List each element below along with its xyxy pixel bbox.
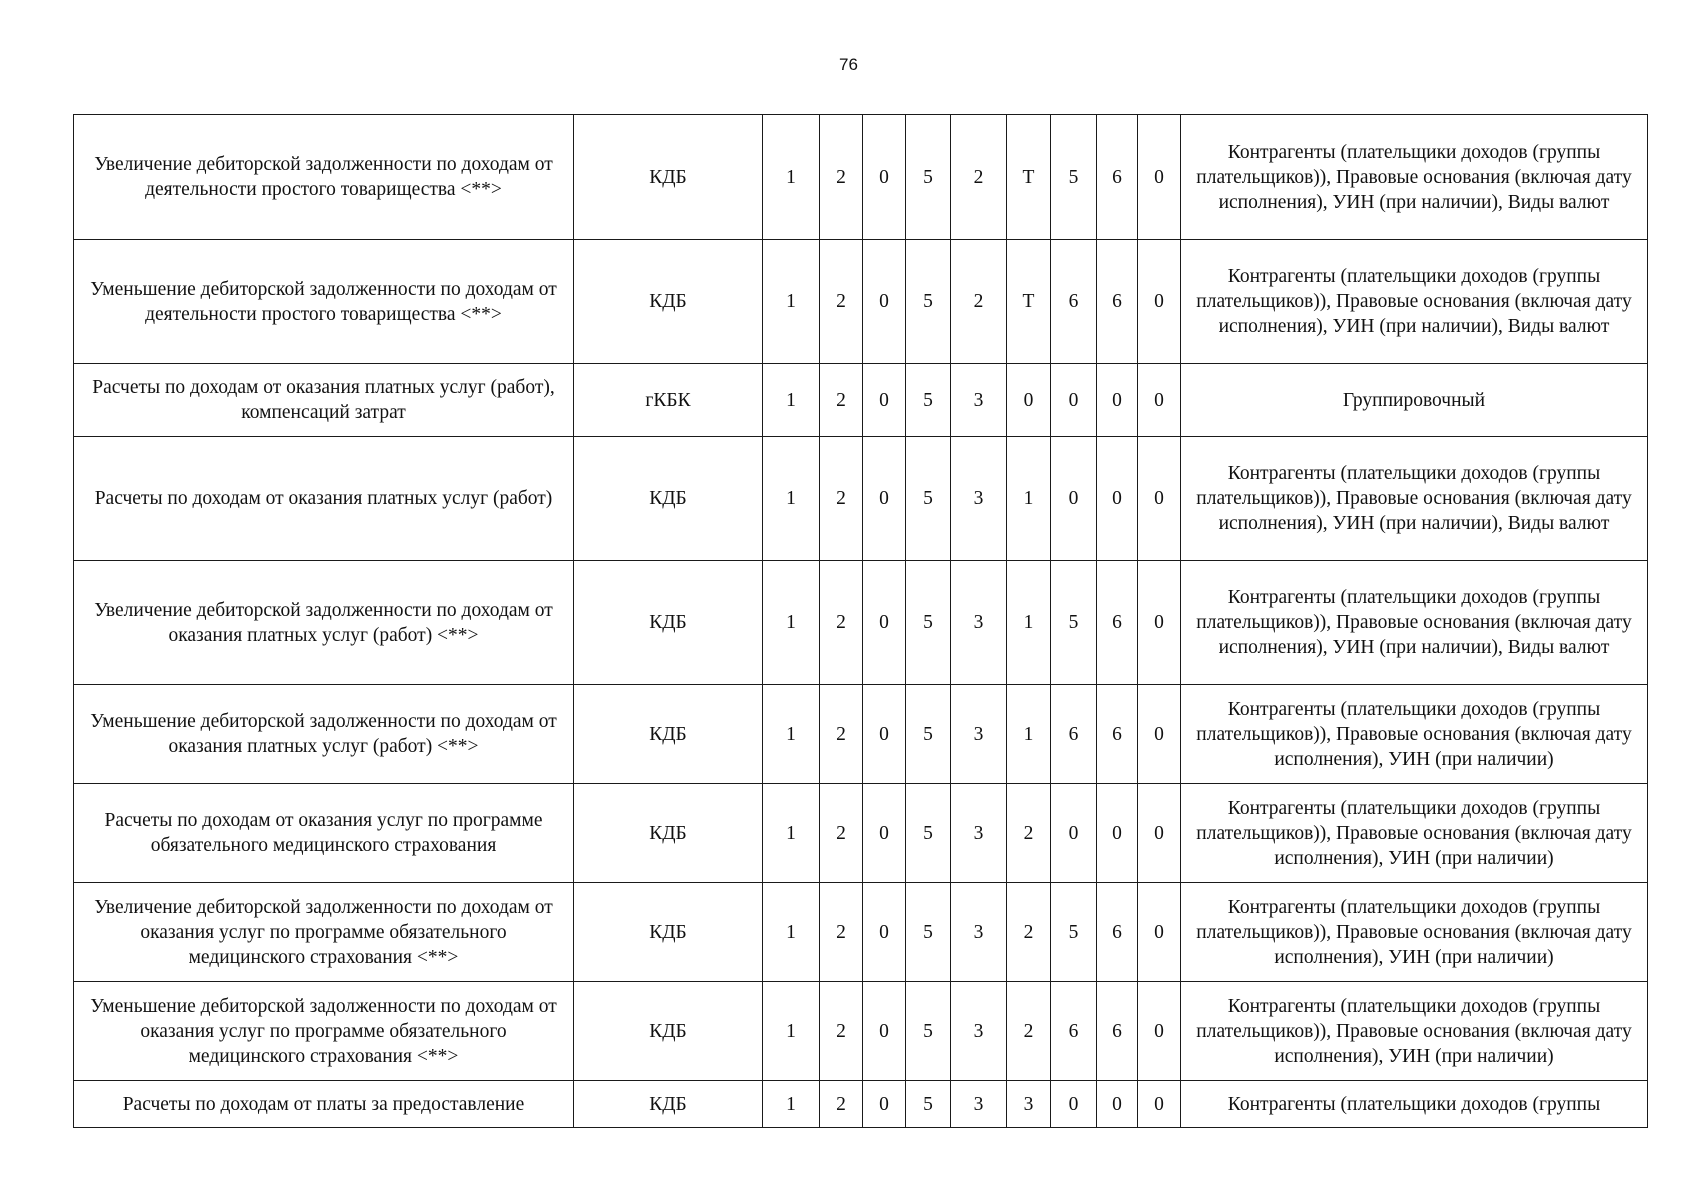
- code-digit: 2: [820, 364, 863, 437]
- code-digit: 1: [763, 115, 820, 240]
- analytics-description: Контрагенты (плательщики доходов (группы плательщиков)), Правовые основания (включая дату исполнения), УИН (при наличии), Виды валют: [1181, 561, 1648, 685]
- code-digit: 3: [1007, 1081, 1051, 1128]
- code-digit: 0: [1138, 982, 1181, 1081]
- code-digit: 3: [951, 982, 1007, 1081]
- code-digit: 5: [906, 364, 951, 437]
- analytics-description: Контрагенты (плательщики доходов (группы плательщиков)), Правовые основания (включая дату исполнения), УИН (при наличии): [1181, 784, 1648, 883]
- code-digit: 5: [906, 883, 951, 982]
- account-description: Расчеты по доходам от платы за предоставление: [74, 1081, 574, 1128]
- code-digit: 0: [1007, 364, 1051, 437]
- table-row: [74, 883, 1648, 982]
- code-type: гКБК: [574, 364, 763, 437]
- code-digit: 6: [1097, 685, 1138, 784]
- code-digit: 2: [820, 685, 863, 784]
- code-digit: 6: [1097, 883, 1138, 982]
- code-digit: 0: [1051, 364, 1097, 437]
- code-digit: 2: [820, 437, 863, 561]
- table-row: [74, 364, 1648, 437]
- code-type: КДБ: [574, 240, 763, 364]
- table-row: [74, 982, 1648, 1081]
- analytics-description: Контрагенты (плательщики доходов (группы плательщиков)), Правовые основания (включая дату исполнения), УИН (при наличии), Виды валют: [1181, 115, 1648, 240]
- code-type: КДБ: [574, 784, 763, 883]
- code-digit: 1: [763, 1081, 820, 1128]
- code-digit: 0: [863, 364, 906, 437]
- code-digit: 0: [1097, 784, 1138, 883]
- table-row: [74, 561, 1648, 685]
- code-digit: 1: [763, 240, 820, 364]
- table-row: [74, 115, 1648, 240]
- code-digit: 5: [1051, 883, 1097, 982]
- code-digit: 6: [1051, 240, 1097, 364]
- code-digit: 0: [1138, 240, 1181, 364]
- code-digit: 3: [951, 784, 1007, 883]
- code-digit: 5: [906, 1081, 951, 1128]
- code-digit: 6: [1097, 561, 1138, 685]
- code-digit: 1: [1007, 437, 1051, 561]
- code-digit: 0: [1138, 1081, 1181, 1128]
- account-description: Увеличение дебиторской задолженности по доходам от деятельности простого товарищества <**>: [74, 115, 574, 240]
- code-digit: 3: [951, 561, 1007, 685]
- code-digit: 2: [1007, 784, 1051, 883]
- code-digit: 1: [763, 982, 820, 1081]
- code-digit: 2: [1007, 982, 1051, 1081]
- code-digit: 0: [863, 437, 906, 561]
- analytics-description: Контрагенты (плательщики доходов (группы плательщиков)), Правовые основания (включая дату исполнения), УИН (при наличии), Виды валют: [1181, 437, 1648, 561]
- code-digit: 5: [906, 784, 951, 883]
- code-digit: 6: [1051, 982, 1097, 1081]
- account-description: Уменьшение дебиторской задолженности по доходам от оказания услуг по программе обязательного медицинского страхования <**>: [74, 982, 574, 1081]
- code-digit: 0: [1051, 784, 1097, 883]
- code-type: КДБ: [574, 883, 763, 982]
- code-digit: 0: [1097, 437, 1138, 561]
- code-digit: 5: [906, 240, 951, 364]
- code-digit: 1: [1007, 685, 1051, 784]
- code-digit: 3: [951, 685, 1007, 784]
- code-type: КДБ: [574, 115, 763, 240]
- code-digit: 2: [951, 240, 1007, 364]
- analytics-description: Контрагенты (плательщики доходов (группы плательщиков)), Правовые основания (включая дату исполнения), УИН (при наличии), Виды валют: [1181, 240, 1648, 364]
- code-type: КДБ: [574, 561, 763, 685]
- code-digit: 0: [1138, 784, 1181, 883]
- code-digit: 3: [951, 1081, 1007, 1128]
- code-digit: 1: [1007, 561, 1051, 685]
- code-digit: 2: [1007, 883, 1051, 982]
- code-digit: 6: [1097, 115, 1138, 240]
- code-digit: 1: [763, 685, 820, 784]
- code-digit: 0: [863, 115, 906, 240]
- code-digit: 0: [863, 561, 906, 685]
- table-row: [74, 784, 1648, 883]
- code-digit: 0: [863, 1081, 906, 1128]
- code-digit: 6: [1097, 240, 1138, 364]
- analytics-description: Контрагенты (плательщики доходов (группы: [1181, 1081, 1648, 1128]
- code-type: КДБ: [574, 1081, 763, 1128]
- code-digit: 0: [863, 883, 906, 982]
- code-digit: 2: [820, 982, 863, 1081]
- code-digit: 0: [1051, 437, 1097, 561]
- code-digit: 0: [1138, 883, 1181, 982]
- code-digit: 3: [951, 883, 1007, 982]
- code-digit: 5: [906, 115, 951, 240]
- account-description: Расчеты по доходам от оказания платных услуг (работ), компенсаций затрат: [74, 364, 574, 437]
- code-digit: 0: [1138, 685, 1181, 784]
- code-digit: 1: [763, 364, 820, 437]
- account-codes-table: [73, 114, 1648, 1128]
- code-digit: 1: [763, 784, 820, 883]
- table-row: [74, 1081, 1648, 1128]
- code-digit: 2: [820, 784, 863, 883]
- code-digit: 1: [763, 561, 820, 685]
- code-digit: 0: [863, 240, 906, 364]
- code-digit: Т: [1007, 115, 1051, 240]
- code-digit: 0: [863, 784, 906, 883]
- code-digit: Т: [1007, 240, 1051, 364]
- code-digit: 3: [951, 364, 1007, 437]
- table-row: [74, 437, 1648, 561]
- code-digit: 0: [1138, 364, 1181, 437]
- code-digit: 5: [906, 561, 951, 685]
- code-digit: 2: [820, 115, 863, 240]
- code-type: КДБ: [574, 437, 763, 561]
- table-row: [74, 685, 1648, 784]
- code-digit: 6: [1097, 982, 1138, 1081]
- code-digit: 0: [863, 685, 906, 784]
- code-digit: 2: [820, 883, 863, 982]
- code-digit: 0: [1138, 561, 1181, 685]
- code-digit: 1: [763, 883, 820, 982]
- analytics-description: Контрагенты (плательщики доходов (группы плательщиков)), Правовые основания (включая дату исполнения), УИН (при наличии): [1181, 685, 1648, 784]
- account-description: Расчеты по доходам от оказания услуг по программе обязательного медицинского страхования: [74, 784, 574, 883]
- code-digit: 0: [1138, 115, 1181, 240]
- code-digit: 2: [820, 240, 863, 364]
- code-digit: 5: [906, 437, 951, 561]
- code-digit: 2: [820, 1081, 863, 1128]
- code-digit: 5: [906, 982, 951, 1081]
- analytics-description: Контрагенты (плательщики доходов (группы плательщиков)), Правовые основания (включая дату исполнения), УИН (при наличии): [1181, 982, 1648, 1081]
- code-digit: 3: [951, 437, 1007, 561]
- page-number: 76: [839, 55, 858, 74]
- code-digit: 0: [1097, 1081, 1138, 1128]
- code-digit: 5: [1051, 115, 1097, 240]
- code-digit: 5: [906, 685, 951, 784]
- analytics-description: Контрагенты (плательщики доходов (группы плательщиков)), Правовые основания (включая дату исполнения), УИН (при наличии): [1181, 883, 1648, 982]
- account-description: Уменьшение дебиторской задолженности по доходам от деятельности простого товарищества <**>: [74, 240, 574, 364]
- code-digit: 2: [951, 115, 1007, 240]
- code-digit: 2: [820, 561, 863, 685]
- code-type: КДБ: [574, 982, 763, 1081]
- analytics-description: Группировочный: [1181, 364, 1648, 437]
- account-description: Увеличение дебиторской задолженности по доходам от оказания услуг по программе обязательного медицинского страхования <**>: [74, 883, 574, 982]
- code-digit: 5: [1051, 561, 1097, 685]
- account-description: Уменьшение дебиторской задолженности по доходам от оказания платных услуг (работ) <**>: [74, 685, 574, 784]
- code-digit: 0: [1051, 1081, 1097, 1128]
- code-digit: 1: [763, 437, 820, 561]
- table-row: [74, 240, 1648, 364]
- code-digit: 6: [1051, 685, 1097, 784]
- account-description: Расчеты по доходам от оказания платных услуг (работ): [74, 437, 574, 561]
- code-digit: 0: [863, 982, 906, 1081]
- account-description: Увеличение дебиторской задолженности по доходам от оказания платных услуг (работ) <**>: [74, 561, 574, 685]
- code-type: КДБ: [574, 685, 763, 784]
- code-digit: 0: [1138, 437, 1181, 561]
- code-digit: 0: [1097, 364, 1138, 437]
